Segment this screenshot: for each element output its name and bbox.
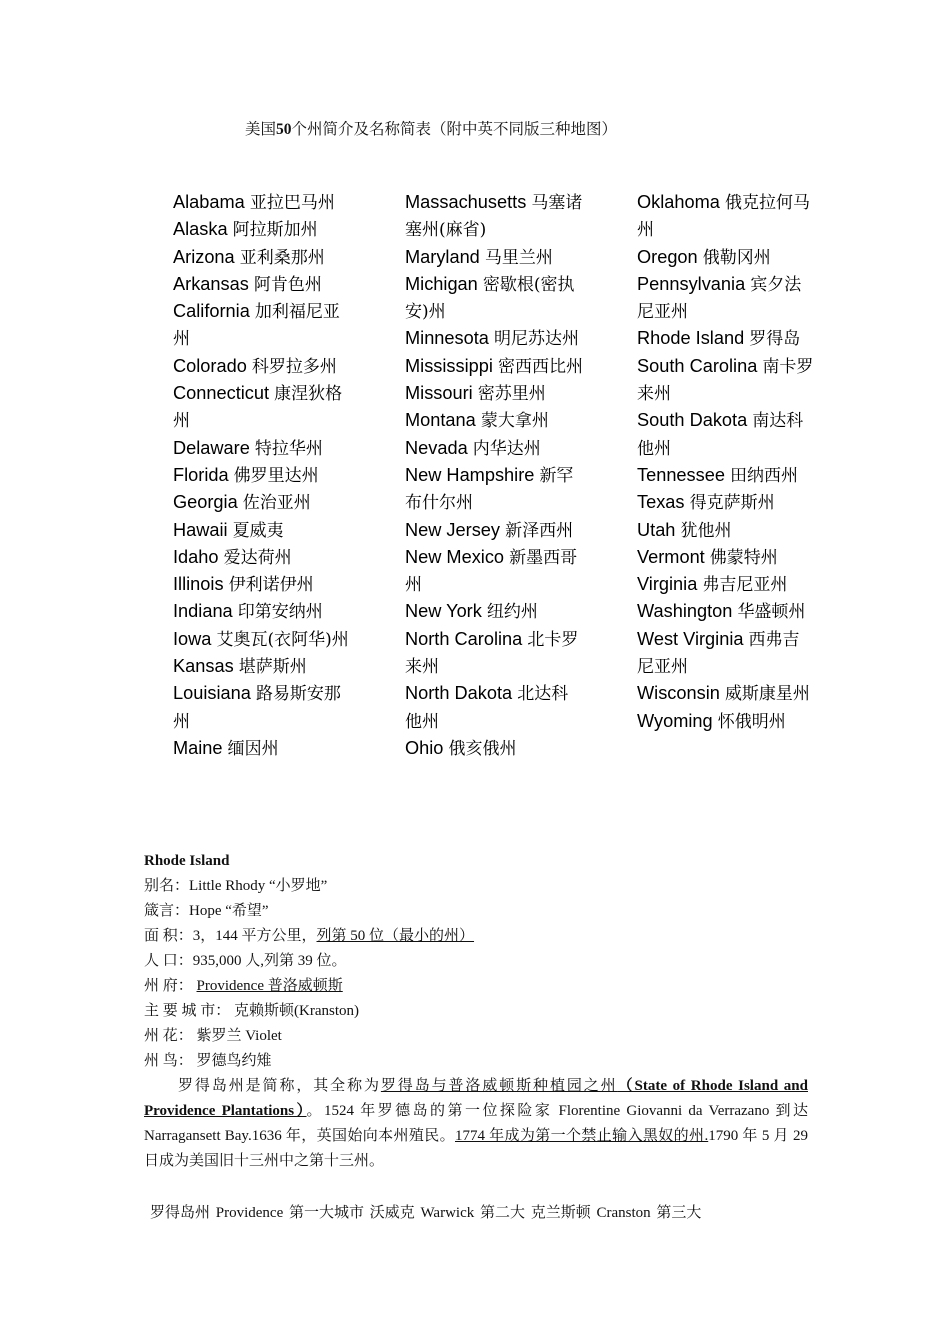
state-name-cn: 南达科他州 (637, 411, 804, 459)
state-name-cn: 缅因州 (227, 738, 279, 759)
state-entry (173, 244, 351, 271)
state-name-en: Kansas (173, 656, 234, 677)
state-entry (637, 708, 815, 735)
main-city-line: 主 要 城 市： 克赖斯顿(Kranston) (144, 1003, 359, 1019)
page-title: 美国50个州简介及名称简表（附中英不同版三种地图） (244, 121, 618, 138)
state-entry (173, 435, 351, 462)
state-name-cn: 康涅狄格州 (173, 384, 343, 432)
state-name-en: New York (405, 601, 482, 622)
state-entry (405, 462, 583, 517)
capital-line: 州 府： Providence 普洛威顿斯 (144, 978, 343, 994)
states-column-1 (173, 189, 351, 762)
state-entry (637, 571, 815, 598)
rhode-island-section (144, 849, 808, 1174)
state-name-cn: 阿拉斯加州 (232, 220, 318, 241)
state-name-en: Wyoming (637, 710, 713, 731)
state-entry (173, 353, 351, 380)
state-name-en: Montana (405, 410, 476, 431)
state-name-en: Washington (637, 601, 733, 622)
state-entry (637, 544, 815, 571)
cities-line: 罗得岛州 Providence 第一大城市 沃威克 Warwick 第二大 克兰斯顿 Cranston 第三大 (150, 1205, 702, 1221)
state-name-en: Wisconsin (637, 683, 720, 704)
title-number: 50 (276, 121, 292, 138)
state-entry (637, 407, 815, 462)
state-name-cn: 北达科他州 (405, 684, 569, 732)
state-name-cn: 犹他州 (680, 520, 732, 541)
state-name-en: South Dakota (637, 410, 748, 431)
state-entry (637, 244, 815, 271)
state-name-cn: 俄克拉何马州 (637, 193, 810, 241)
state-entry (405, 517, 583, 544)
state-name-cn: 特拉华州 (254, 438, 323, 459)
state-entry (637, 189, 815, 244)
state-name-en: Arkansas (173, 273, 249, 294)
state-name-cn: 威斯康星州 (724, 684, 810, 705)
state-name-en: Maine (173, 737, 223, 758)
nickname-line: 别名：Little Rhody “小罗地” (144, 878, 328, 894)
state-name-cn: 亚拉巴马州 (249, 193, 335, 213)
state-name-cn: 纽约州 (486, 602, 538, 623)
state-entry (405, 544, 583, 599)
state-name-en: New Jersey (405, 519, 501, 540)
state-name-en: Missouri (405, 383, 473, 404)
state-name-cn: 宾夕法尼亚州 (637, 274, 802, 323)
state-name-cn: 印第安纳州 (237, 602, 323, 623)
state-name-cn: 新墨西哥州 (405, 547, 578, 596)
state-entry (405, 189, 583, 244)
state-entry (173, 626, 351, 653)
state-entry (173, 489, 351, 516)
state-name-en: Illinois (173, 574, 224, 595)
state-name-cn: 佛罗里达州 (233, 465, 319, 486)
state-name-en: New Hampshire (405, 464, 535, 485)
state-name-cn: 伊利诺伊州 (228, 575, 314, 596)
state-name-cn: 明尼苏达州 (493, 329, 579, 350)
state-name-cn: 俄勒冈州 (702, 247, 771, 268)
state-name-cn: 路易斯安那州 (173, 684, 341, 732)
state-name-cn: 新罕布什尔州 (405, 465, 574, 514)
state-name-en: Texas (637, 492, 685, 513)
state-name-cn: 夏威夷 (232, 520, 284, 541)
state-entry (173, 544, 351, 571)
state-name-en: Nevada (405, 437, 468, 458)
state-entry (405, 680, 583, 735)
state-entry (405, 380, 583, 407)
state-name-en: Idaho (173, 546, 219, 567)
state-name-cn: 科罗拉多州 (251, 356, 337, 377)
state-entry (173, 680, 351, 735)
state-entry (637, 271, 815, 326)
states-column-2 (405, 189, 583, 762)
state-entry (405, 626, 583, 681)
states-column-3 (637, 189, 815, 735)
state-entry (405, 435, 583, 462)
state-name-en: Connecticut (173, 383, 270, 404)
state-name-cn: 马塞诸塞州(麻省) (405, 193, 583, 241)
state-name-en: Oregon (637, 246, 698, 267)
state-name-en: New Mexico (405, 546, 505, 567)
state-name-cn: 田纳西州 (730, 465, 799, 486)
state-entry (173, 271, 351, 298)
state-name-cn: 新泽西州 (505, 520, 574, 541)
state-entry (173, 380, 351, 435)
state-name-cn: 密歇根(密执安)州 (405, 274, 575, 323)
state-entry (637, 353, 815, 408)
area-rank: 列第 50 位（最小的州） (316, 928, 475, 944)
state-entry (637, 680, 815, 707)
state-name-en: Georgia (173, 492, 238, 513)
state-name-en: Rhode Island (637, 328, 750, 349)
state-entry (637, 325, 815, 352)
state-entry (173, 598, 351, 625)
state-name-en: Michigan (405, 273, 478, 294)
state-name-en: Massachusetts (405, 192, 527, 212)
state-name-en: Utah (637, 519, 676, 540)
state-name-en: Maryland (405, 246, 480, 267)
state-name-cn: 艾奥瓦(衣阿华)州 (216, 629, 349, 650)
state-name-cn: 马里兰州 (484, 247, 553, 268)
state-name-cn: 怀俄明州 (717, 711, 786, 732)
state-name-en: Florida (173, 464, 229, 485)
state-name-cn: 西弗吉尼亚州 (637, 629, 800, 678)
state-name-en: Hawaii (173, 519, 228, 540)
state-name-en: California (173, 301, 250, 322)
state-entry (637, 626, 815, 681)
state-name-en: West Virginia (637, 628, 744, 649)
state-name-cn: 堪萨斯州 (238, 657, 307, 678)
capital-name: Providence 普洛威顿斯 (196, 978, 343, 994)
state-name-cn: 加利福尼亚州 (173, 302, 340, 350)
state-name-en: Colorado (173, 355, 247, 376)
state-entry (405, 407, 583, 434)
state-entry (173, 653, 351, 680)
state-name-cn: 得克萨斯州 (689, 493, 775, 514)
state-entry (637, 489, 815, 516)
area-line: 面 积：3，144 平方公里，列第 50 位（最小的州） (144, 928, 475, 944)
state-name-cn: 阿肯色州 (253, 274, 322, 295)
state-name-cn: 俄亥俄州 (448, 738, 517, 759)
state-name-en: Virginia (637, 574, 698, 595)
population-line: 人 口：935,000 人,列第 39 位。 (144, 953, 347, 969)
state-entry (637, 598, 815, 625)
state-name-cn: 密西西比州 (497, 356, 583, 377)
state-entry (405, 244, 583, 271)
state-name-en: Minnesota (405, 328, 489, 349)
state-entry (173, 517, 351, 544)
state-name-en: Delaware (173, 437, 250, 458)
state-name-en: Arizona (173, 246, 235, 267)
state-name-cn: 蒙大拿州 (480, 411, 549, 432)
state-name-cn: 华盛顿州 (737, 602, 806, 623)
state-name-en: North Dakota (405, 683, 513, 704)
motto-line: 箴言：Hope “希望” (144, 903, 269, 919)
state-name-en: Ohio (405, 737, 444, 758)
state-name-cn: 内华达州 (472, 438, 541, 459)
state-entry (173, 571, 351, 598)
state-entry (173, 298, 351, 353)
state-name-cn: 爱达荷州 (223, 547, 292, 568)
state-name-cn: 佐治亚州 (242, 493, 311, 514)
state-name-en: Indiana (173, 601, 233, 622)
state-entry (173, 735, 351, 762)
state-name-en: Pennsylvania (637, 273, 746, 294)
state-name-en: South Carolina (637, 355, 758, 376)
bird-line: 州 鸟： 罗德鸟约雉 (144, 1053, 272, 1069)
state-entry (405, 735, 583, 762)
state-name-en: Tennessee (637, 464, 725, 485)
history-paragraph: 罗得岛州是简称，其全称为罗得岛与普洛威顿斯种植园之州（State of Rhode Island and Providence Plantations）。1524 年罗德岛的第一位探险家 Florentine Giovanni da Verrazano 到达 Narragansett Bay.1636 年，英国始向本州殖民。1774 年成为第一个禁止输入黑奴的州.1790 年 5 月 29 日成为美国旧十三州中之第十三州。 (144, 1078, 808, 1169)
state-entry (637, 517, 815, 544)
state-name-cn: 密苏里州 (477, 384, 546, 405)
state-name-en: Alabama (173, 192, 245, 212)
state-entry (173, 216, 351, 243)
state-entry (405, 353, 583, 380)
state-name-cn: 亚利桑那州 (239, 247, 325, 268)
state-name-en: Mississippi (405, 355, 493, 376)
state-name-cn: 南卡罗来州 (637, 356, 814, 405)
flower-line: 州 花： 紫罗兰 Violet (144, 1028, 282, 1044)
state-name-cn: 弗吉尼亚州 (702, 575, 788, 596)
state-name-en: North Carolina (405, 628, 523, 649)
state-name-en: Vermont (637, 546, 705, 567)
state-name-cn: 佛蒙特州 (709, 547, 778, 568)
state-name-en: Oklahoma (637, 192, 720, 212)
state-entry (173, 189, 351, 216)
state-name-cn: 北卡罗来州 (405, 629, 579, 678)
state-name-en: Iowa (173, 628, 217, 649)
state-entry (637, 462, 815, 489)
state-name-en: Louisiana (173, 683, 251, 704)
state-entry (405, 598, 583, 625)
state-entry (173, 462, 351, 489)
section-heading: Rhode Island (144, 853, 230, 869)
state-name-en: Alaska (173, 219, 228, 240)
state-name-cn: 罗得岛 (749, 329, 801, 350)
state-entry (405, 271, 583, 326)
state-entry (405, 325, 583, 352)
